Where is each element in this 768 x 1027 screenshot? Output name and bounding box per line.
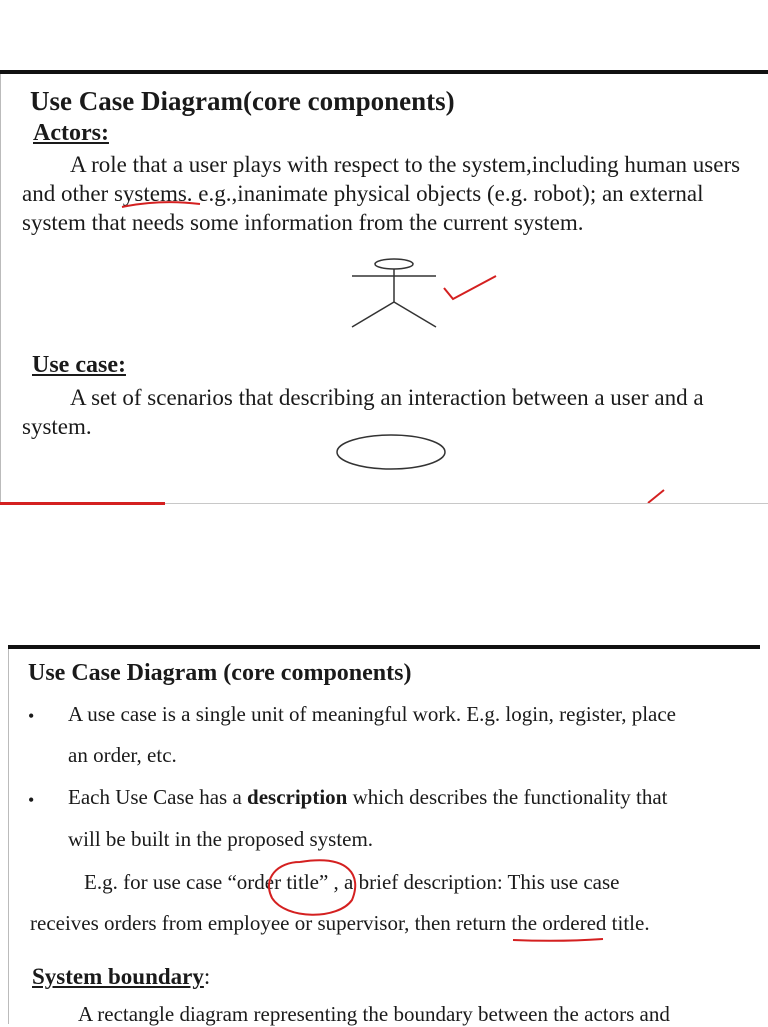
bullet-2-line-2: will be built in the proposed system. — [68, 827, 374, 851]
bullet-2-text-b: which describes the functionality that — [347, 785, 668, 809]
slide-2-title: Use Case Diagram (core components) — [28, 660, 412, 686]
system-boundary-colon: : — [203, 964, 211, 989]
use-case-heading: Use case: — [32, 352, 126, 378]
actors-heading: Actors: — [33, 120, 109, 146]
bullet-2-marker: • — [28, 790, 35, 810]
circle-annotation — [269, 860, 355, 914]
slide-2 — [0, 640, 768, 1024]
system-boundary-label: System boundary — [32, 964, 204, 989]
slide-1-title: Use Case Diagram(core components) — [30, 86, 455, 116]
use-case-ellipse-icon — [0, 0, 768, 510]
bullet-1-line-1: A use case is a single unit of meaningful work. E.g. login, register, place — [68, 702, 677, 726]
slide-1-bottom-rule-red — [0, 502, 165, 505]
bullet-2-text-a: Each Use Case has a — [68, 785, 248, 809]
system-boundary-heading — [32, 964, 210, 990]
underline-mark — [513, 939, 603, 941]
example-line-2: receives orders from employee or supervisor, then return the ordered title. — [30, 911, 650, 935]
example-line-1: E.g. for use case “order title” , a brief description: This use case — [84, 870, 620, 894]
bullet-1-line-2: an order, etc. — [68, 743, 177, 767]
description-term: description — [247, 785, 348, 809]
actors-description: A role that a user plays with respect to the system,including human users and other systems. e.g.,inanimate physical objects (e.g. robot); an external system that needs some information from the current system. — [22, 152, 741, 235]
bullet-1-marker: • — [28, 706, 35, 726]
use-case-description: A set of scenarios that describing an interaction between a user and a system. — [22, 385, 704, 439]
slide-1-bottom-rule — [165, 503, 768, 504]
slide-1 — [0, 0, 768, 510]
system-boundary-text: A rectangle diagram representing the boundary between the actors and — [78, 1002, 670, 1026]
